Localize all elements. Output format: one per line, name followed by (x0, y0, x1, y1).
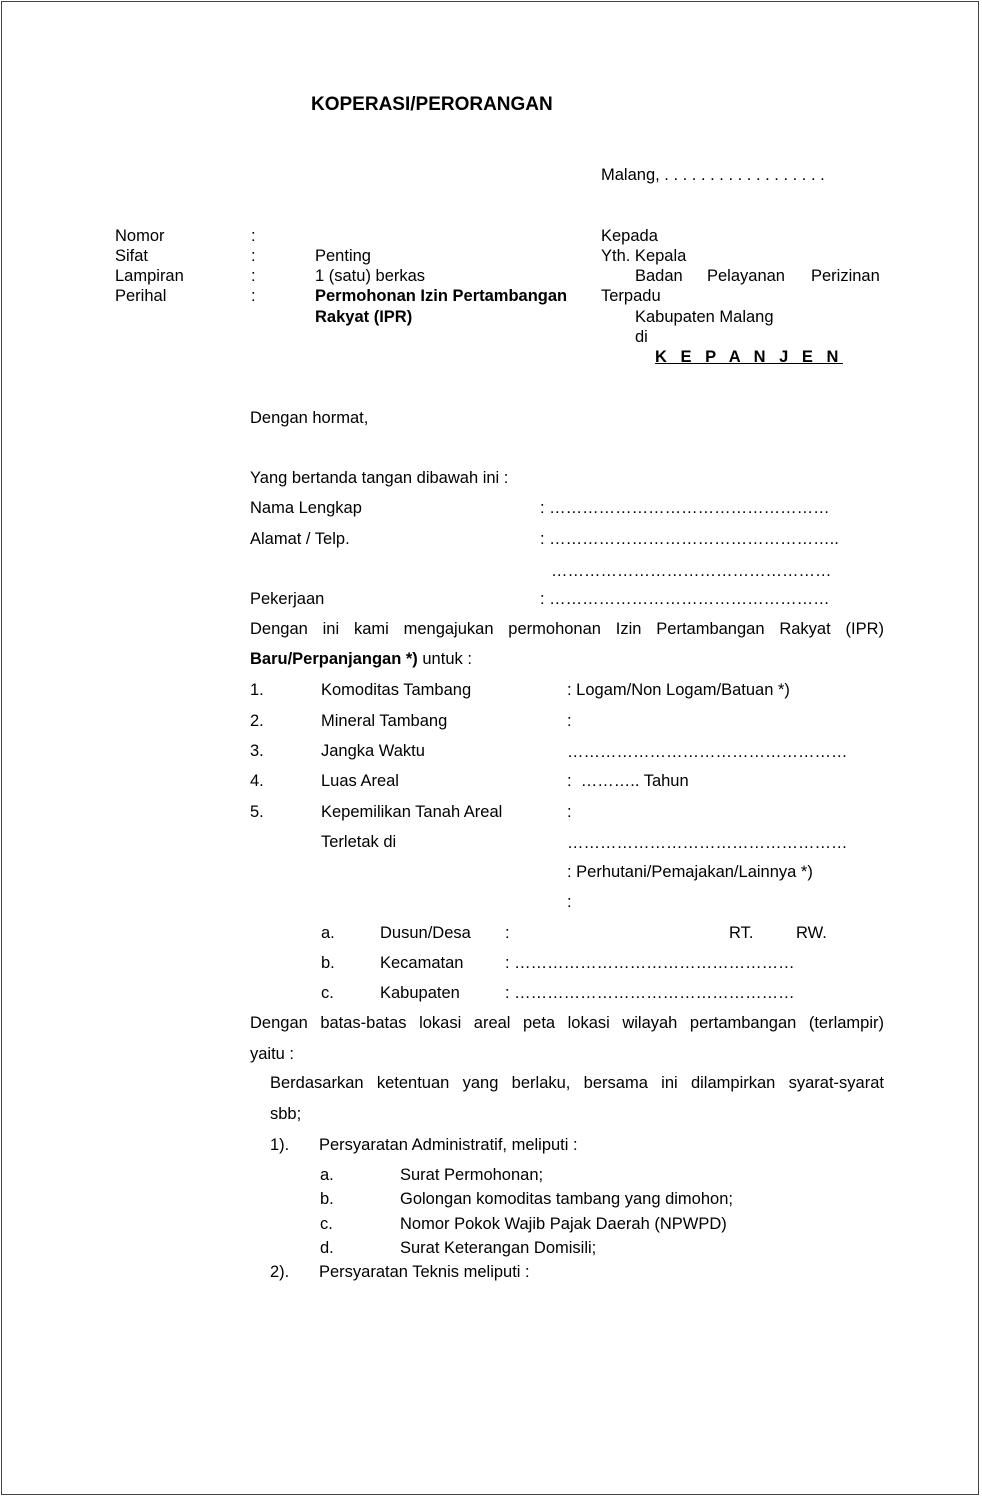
nama-value: : …………………………………………… (540, 499, 830, 517)
req-admin-item: Nomor Pokok Wajib Pajak Daerah (NPWPD) (400, 1215, 727, 1233)
addressee-kabupaten: Kabupaten Malang (635, 308, 774, 326)
req-admin-item: Surat Keterangan Domisili; (400, 1239, 597, 1257)
addressee-kepada: Kepada (601, 227, 658, 245)
requirements-line1: Berdasarkan ketentuan yang berlaku, bersama ini dilampirkan syarat-syarat (270, 1074, 884, 1092)
location-label: Kabupaten (380, 984, 460, 1002)
item-value: : (567, 803, 572, 821)
req-admin-number: 1). (270, 1136, 290, 1154)
request-line2 (250, 649, 472, 669)
item-number: 3. (250, 742, 264, 760)
addressee-terpadu: Terpadu (601, 287, 661, 305)
item-label: Jangka Waktu (321, 742, 425, 760)
location-label: Kecamatan (380, 954, 464, 972)
req-admin-letter: c. (320, 1215, 333, 1233)
request-line2-rest: untuk : (417, 650, 472, 668)
intro-text: Yang bertanda tangan dibawah ini : (250, 469, 509, 487)
nomor-colon: : (251, 227, 256, 245)
item-number: 1. (250, 681, 264, 699)
item-label: Luas Areal (321, 772, 399, 790)
req-admin-letter: b. (320, 1190, 334, 1208)
ownership-colon: : (567, 893, 572, 911)
lampiran-value: 1 (satu) berkas (315, 267, 426, 285)
perihal-value-line1: Permohonan Izin Pertambangan (315, 287, 568, 305)
boundary-line1: Dengan batas-batas lokasi areal peta lokasi wilayah pertambangan (terlampir) (250, 1014, 884, 1032)
req-admin-item: Golongan komoditas tambang yang dimohon; (400, 1190, 733, 1208)
sifat-label: Sifat (115, 247, 149, 265)
addressee-pelayanan: Pelayanan (707, 267, 785, 285)
sifat-value: Penting (315, 247, 371, 265)
item-number: 5. (250, 803, 264, 821)
addressee-di: di (635, 328, 648, 346)
boundary-line2: yaitu : (250, 1045, 295, 1063)
item-label: Mineral Tambang (321, 712, 448, 730)
lampiran-colon: : (251, 267, 256, 285)
req-admin-item: Surat Permohonan; (400, 1166, 544, 1184)
sifat-colon: : (251, 247, 256, 265)
nomor-label: Nomor (115, 227, 165, 245)
req-teknis-title: Persyaratan Teknis meliputi : (319, 1263, 530, 1281)
location-letter: a. (321, 924, 335, 942)
location-value: : …………………………………………… (505, 984, 795, 1002)
perihal-value-line2: Rakyat (IPR) (315, 308, 413, 326)
location-label: Dusun/Desa (380, 924, 471, 942)
item-value: : ……….. Tahun (567, 772, 689, 790)
req-admin-letter: a. (320, 1166, 334, 1184)
addressee-badan: Badan (635, 267, 683, 285)
nama-label: Nama Lengkap (250, 499, 362, 517)
requirements-line2: sbb; (270, 1105, 302, 1123)
alamat-value-line2: …………………………………………… (551, 562, 832, 580)
request-type: Baru/Perpanjangan *) (250, 650, 418, 668)
addressee-perizinan: Perizinan (811, 267, 880, 285)
document-title: KOPERASI/PERORANGAN (311, 94, 553, 115)
location-value: : …………………………………………… (505, 954, 795, 972)
addressee-yth: Yth. Kepala (601, 247, 687, 265)
rw-label: RW. (796, 924, 827, 942)
req-admin-title: Persyaratan Administratif, meliputi : (319, 1136, 578, 1154)
item-value: …………………………………………… (567, 834, 848, 852)
item-label: Kepemilikan Tanah Areal (321, 803, 503, 821)
rt-label: RT. (729, 924, 754, 942)
location-letter: c. (321, 984, 334, 1002)
addressee-city: K E P A N J E N (655, 348, 843, 366)
req-teknis-number: 2). (270, 1263, 290, 1281)
item-label: Komoditas Tambang (321, 681, 472, 699)
pekerjaan-label: Pekerjaan (250, 590, 325, 608)
alamat-label: Alamat / Telp. (250, 530, 350, 548)
item-number: 4. (250, 772, 264, 790)
pekerjaan-value: : …………………………………………… (540, 590, 830, 608)
req-admin-letter: d. (320, 1239, 334, 1257)
location-letter: b. (321, 954, 335, 972)
item-number: 2. (250, 712, 264, 730)
greeting: Dengan hormat, (250, 409, 369, 427)
ownership-value: : Perhutani/Pemajakan/Lainnya *) (567, 863, 813, 881)
place-date: Malang, . . . . . . . . . . . . . . . . . . (601, 166, 825, 184)
item-value: : Logam/Non Logam/Batuan *) (567, 681, 790, 699)
perihal-colon: : (251, 287, 256, 305)
alamat-value: : …………………………………………….. (540, 530, 839, 548)
item-label: Terletak di (321, 833, 397, 851)
perihal-label: Perihal (115, 287, 167, 305)
location-value: : (505, 924, 510, 942)
item-value: …………………………………………… (567, 743, 848, 761)
lampiran-label: Lampiran (115, 267, 184, 285)
request-line1: Dengan ini kami mengajukan permohonan Izin Pertambangan Rakyat (IPR) (250, 620, 884, 638)
item-value: : (567, 712, 572, 730)
